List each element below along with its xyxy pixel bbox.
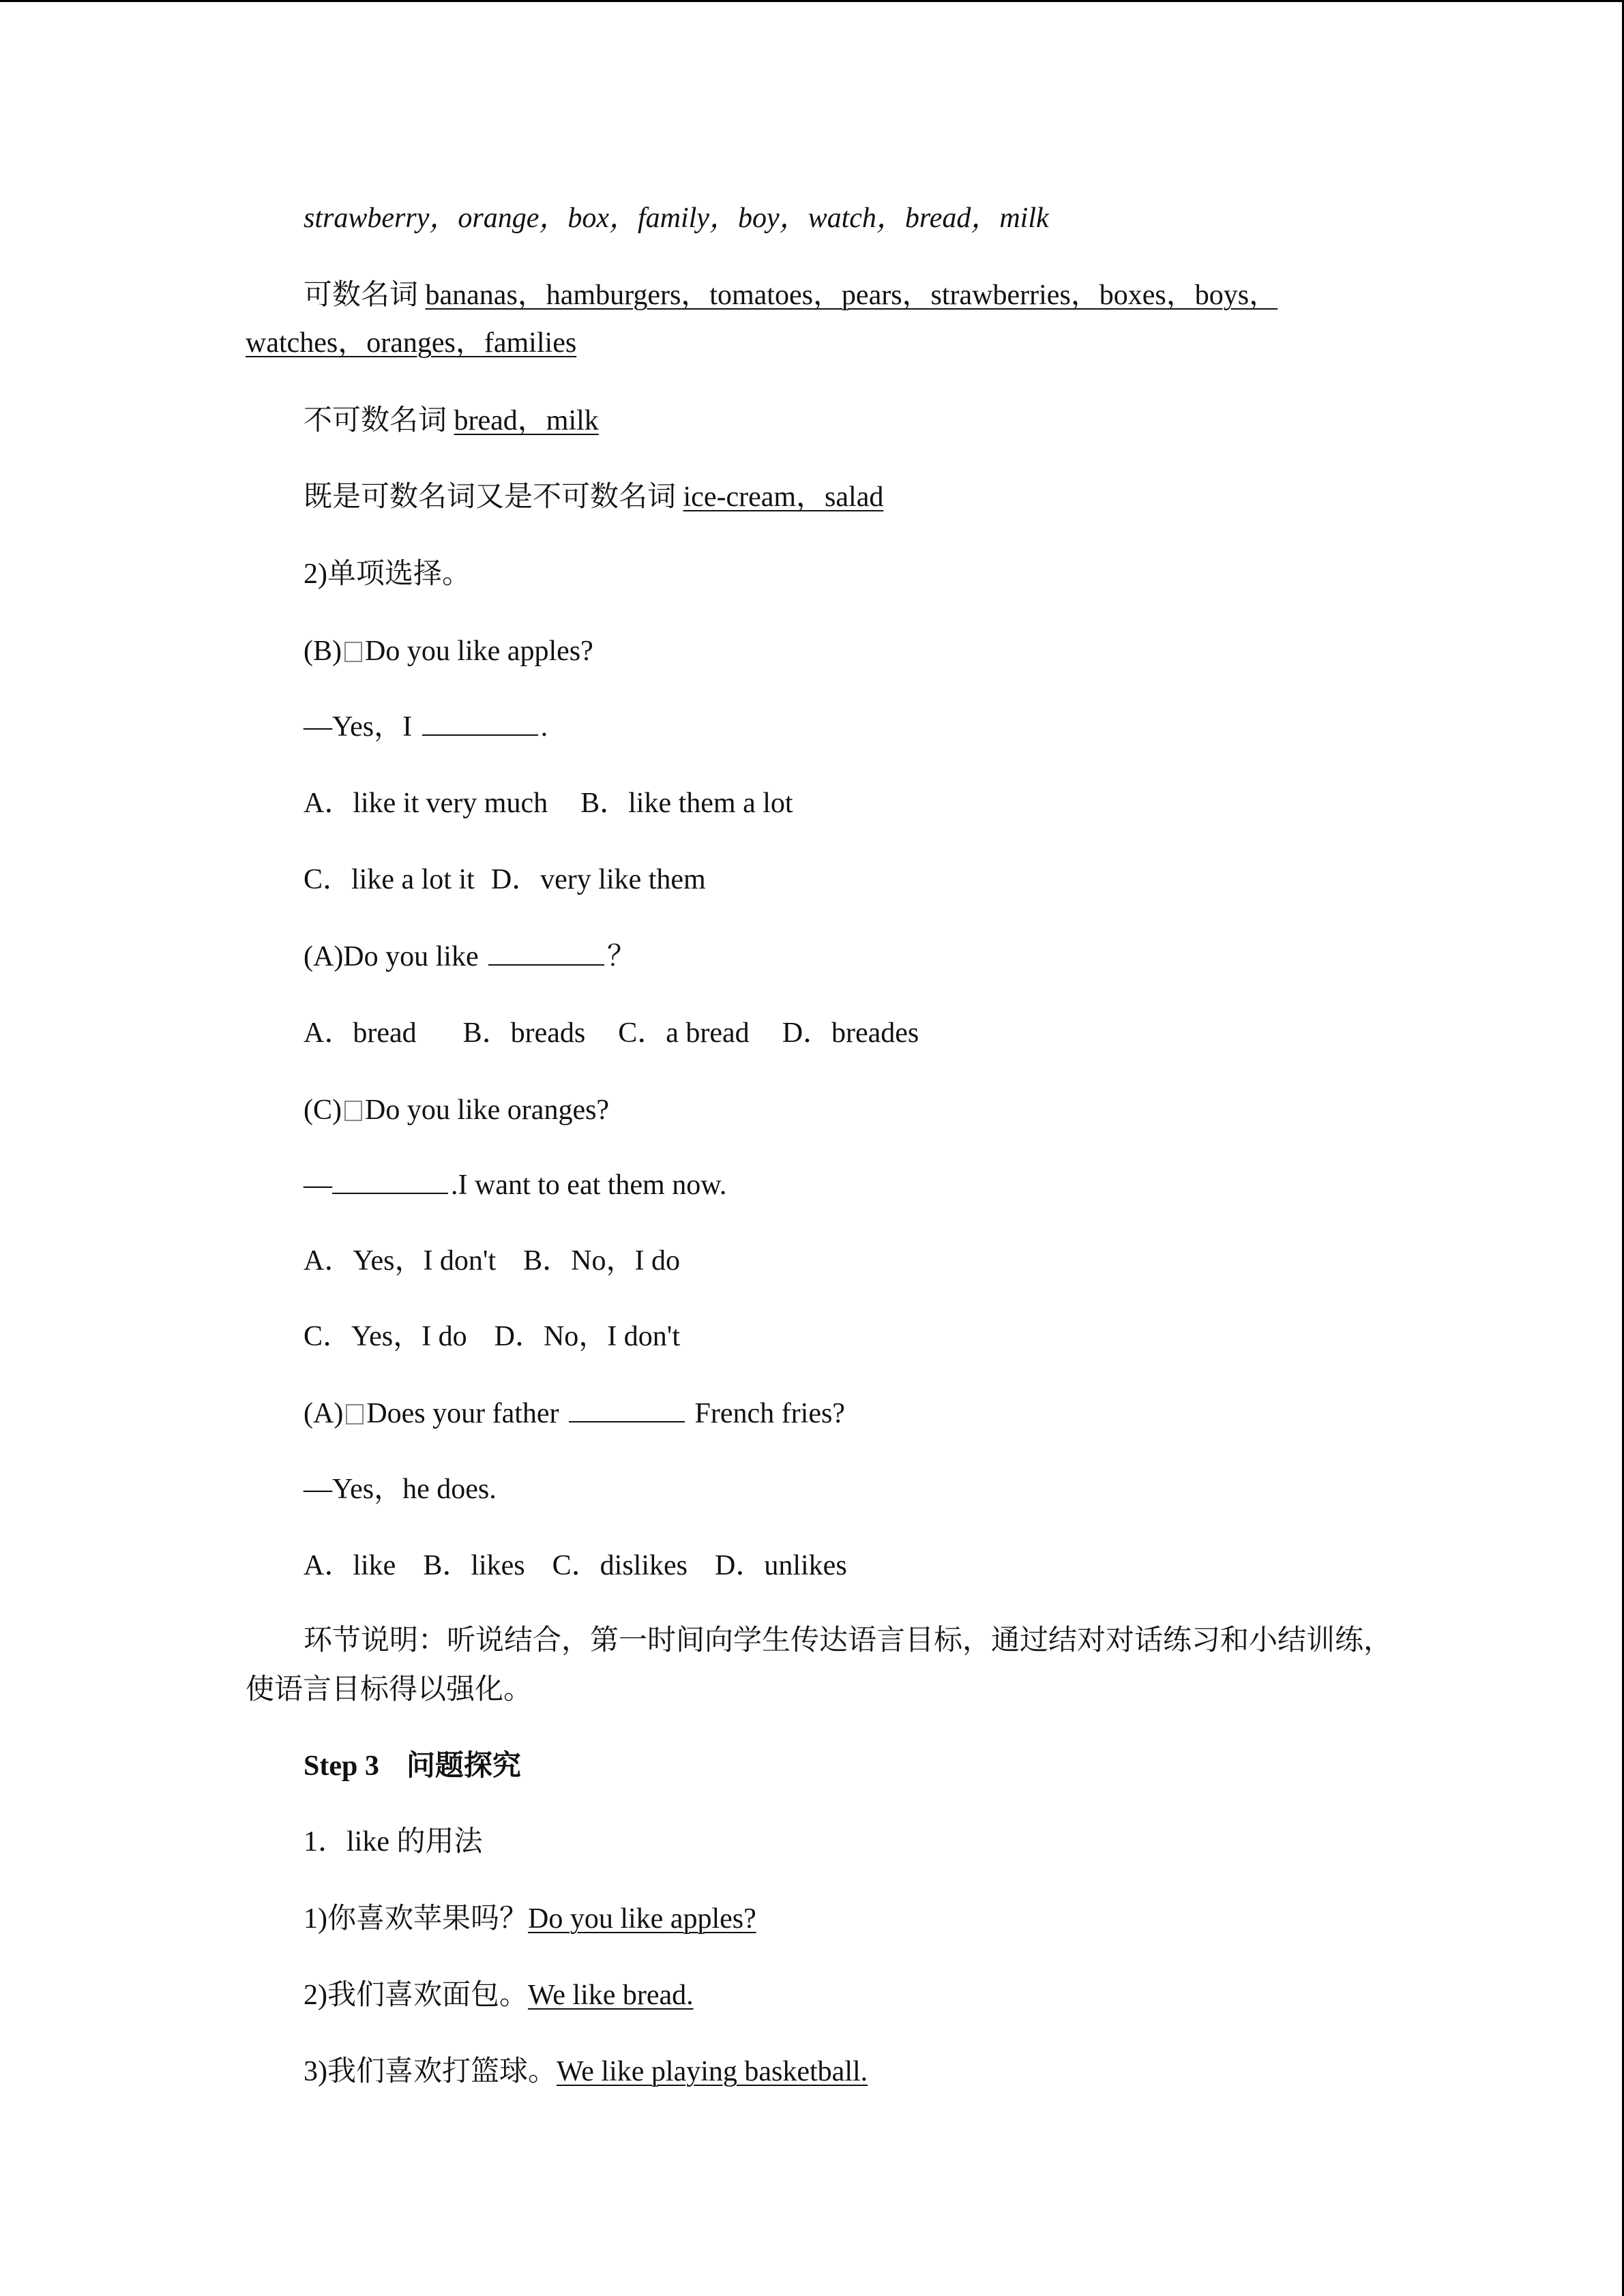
option-c: C．dislikes bbox=[552, 1550, 688, 1581]
question-4-reply bbox=[304, 1470, 497, 1508]
question-4-text-end: French fries? bbox=[688, 1398, 845, 1429]
question-1-text: Do you like apples? bbox=[365, 636, 593, 667]
option-c: C．Yes，I do bbox=[304, 1321, 467, 1352]
question-1-options-ab bbox=[304, 784, 793, 822]
option-b: B．like them a lot bbox=[580, 788, 793, 819]
question-3 bbox=[304, 1091, 609, 1129]
question-3-options-ab bbox=[304, 1242, 680, 1280]
answer-blank bbox=[569, 1397, 685, 1422]
question-4-answer: (A) bbox=[304, 1398, 344, 1429]
option-d: D．unlikes bbox=[715, 1550, 847, 1581]
translation-3-label: 3)我们喜欢打篮球。 bbox=[304, 2056, 557, 2087]
option-d: D．very like them bbox=[490, 864, 706, 895]
both-label: 既是可数名词又是不可数名词 bbox=[304, 481, 683, 513]
section-title-text: 2)单项选择。 bbox=[304, 558, 471, 590]
option-d: D．No，I don't bbox=[494, 1321, 681, 1352]
both-answer: ice-cream，salad bbox=[683, 481, 884, 513]
option-b: B．breads bbox=[462, 1017, 586, 1049]
question-2-end: ？ bbox=[607, 941, 636, 972]
note-line-1 bbox=[304, 1622, 1392, 1660]
question-4-options bbox=[304, 1547, 847, 1585]
option-a: A．like bbox=[304, 1550, 396, 1581]
usage-heading-text: 1．like 的用法 bbox=[304, 1826, 483, 1858]
note-text-2: 使语言目标得以强化。 bbox=[246, 1674, 533, 1705]
option-c: C．a bread bbox=[618, 1017, 750, 1049]
question-3-options-cd bbox=[304, 1317, 680, 1356]
box-icon bbox=[344, 1101, 362, 1121]
question-1-reply-end: . bbox=[540, 711, 548, 743]
word-list: strawberry，orange，box，family，boy，watch，bread，milk bbox=[304, 203, 1049, 234]
countable-label: 可数名词 bbox=[304, 280, 426, 311]
box-icon bbox=[344, 642, 362, 662]
option-d: D．breades bbox=[782, 1017, 919, 1049]
question-3-reply-end: .I want to eat them now. bbox=[451, 1169, 727, 1201]
translation-1-label: 1)你喜欢苹果吗？ bbox=[304, 1903, 528, 1935]
question-3-reply bbox=[304, 1166, 726, 1204]
translation-3-answer: We like playing basketball. bbox=[557, 2056, 868, 2087]
countable-answer: bananas，hamburgers，tomatoes，pears，strawberries，boxes，boys， bbox=[425, 280, 1278, 311]
answer-blank bbox=[332, 1168, 448, 1194]
countable-answer-cont: watches，oranges，families bbox=[246, 327, 577, 359]
question-1-answer: (B) bbox=[304, 636, 342, 667]
question-1-options-cd bbox=[304, 861, 706, 899]
question-3-text: Do you like oranges? bbox=[365, 1094, 610, 1126]
option-b: B．No，I do bbox=[523, 1245, 681, 1277]
question-3-reply-start: — bbox=[304, 1169, 332, 1201]
translation-3 bbox=[304, 2053, 868, 2091]
translation-1 bbox=[304, 1900, 756, 1938]
option-a: A．Yes，I don't bbox=[304, 1245, 497, 1277]
translation-2 bbox=[304, 1976, 694, 2014]
usage-heading bbox=[304, 1823, 482, 1861]
step-heading bbox=[304, 1747, 521, 1785]
question-3-answer: (C) bbox=[304, 1094, 342, 1126]
note-line-2 bbox=[246, 1671, 532, 1709]
note-text-1: 环节说明：听说结合，第一时间向学生传达语言目标，通过结对对话练习和小结训练， bbox=[304, 1625, 1393, 1656]
translation-2-label: 2)我们喜欢面包。 bbox=[304, 1980, 528, 2011]
question-1-reply-start: —Yes，I bbox=[304, 711, 419, 743]
question-4 bbox=[304, 1395, 845, 1433]
option-a: A．bread bbox=[304, 1017, 417, 1049]
answer-blank bbox=[422, 710, 538, 736]
uncountable-label: 不可数名词 bbox=[304, 405, 454, 436]
section-title bbox=[304, 555, 471, 593]
step-title: 问题探究 bbox=[406, 1750, 521, 1782]
translation-2-answer: We like bread. bbox=[528, 1980, 694, 2011]
step-label: Step 3 bbox=[304, 1750, 379, 1782]
question-4-text: Does your father bbox=[366, 1398, 567, 1429]
answer-blank bbox=[488, 940, 604, 966]
question-1-reply bbox=[304, 708, 548, 746]
uncountable-line bbox=[304, 402, 599, 440]
countable-line bbox=[304, 276, 1278, 314]
question-2-text: (A)Do you like bbox=[304, 941, 486, 972]
uncountable-answer: bread，milk bbox=[454, 405, 599, 436]
question-2-options bbox=[304, 1014, 919, 1052]
question-1 bbox=[304, 632, 593, 670]
question-4-reply-text: —Yes，he does. bbox=[304, 1474, 497, 1505]
option-c: C．like a lot it bbox=[304, 864, 475, 895]
translation-1-answer: Do you like apples? bbox=[528, 1903, 756, 1935]
word-list-line bbox=[304, 199, 1049, 237]
question-2 bbox=[304, 938, 636, 976]
countable-line-cont bbox=[246, 324, 576, 362]
option-b: B．likes bbox=[423, 1550, 525, 1581]
box-icon bbox=[346, 1404, 364, 1425]
both-line bbox=[304, 478, 883, 516]
option-a: A．like it very much bbox=[304, 788, 548, 819]
page-top-border bbox=[0, 0, 1624, 2]
